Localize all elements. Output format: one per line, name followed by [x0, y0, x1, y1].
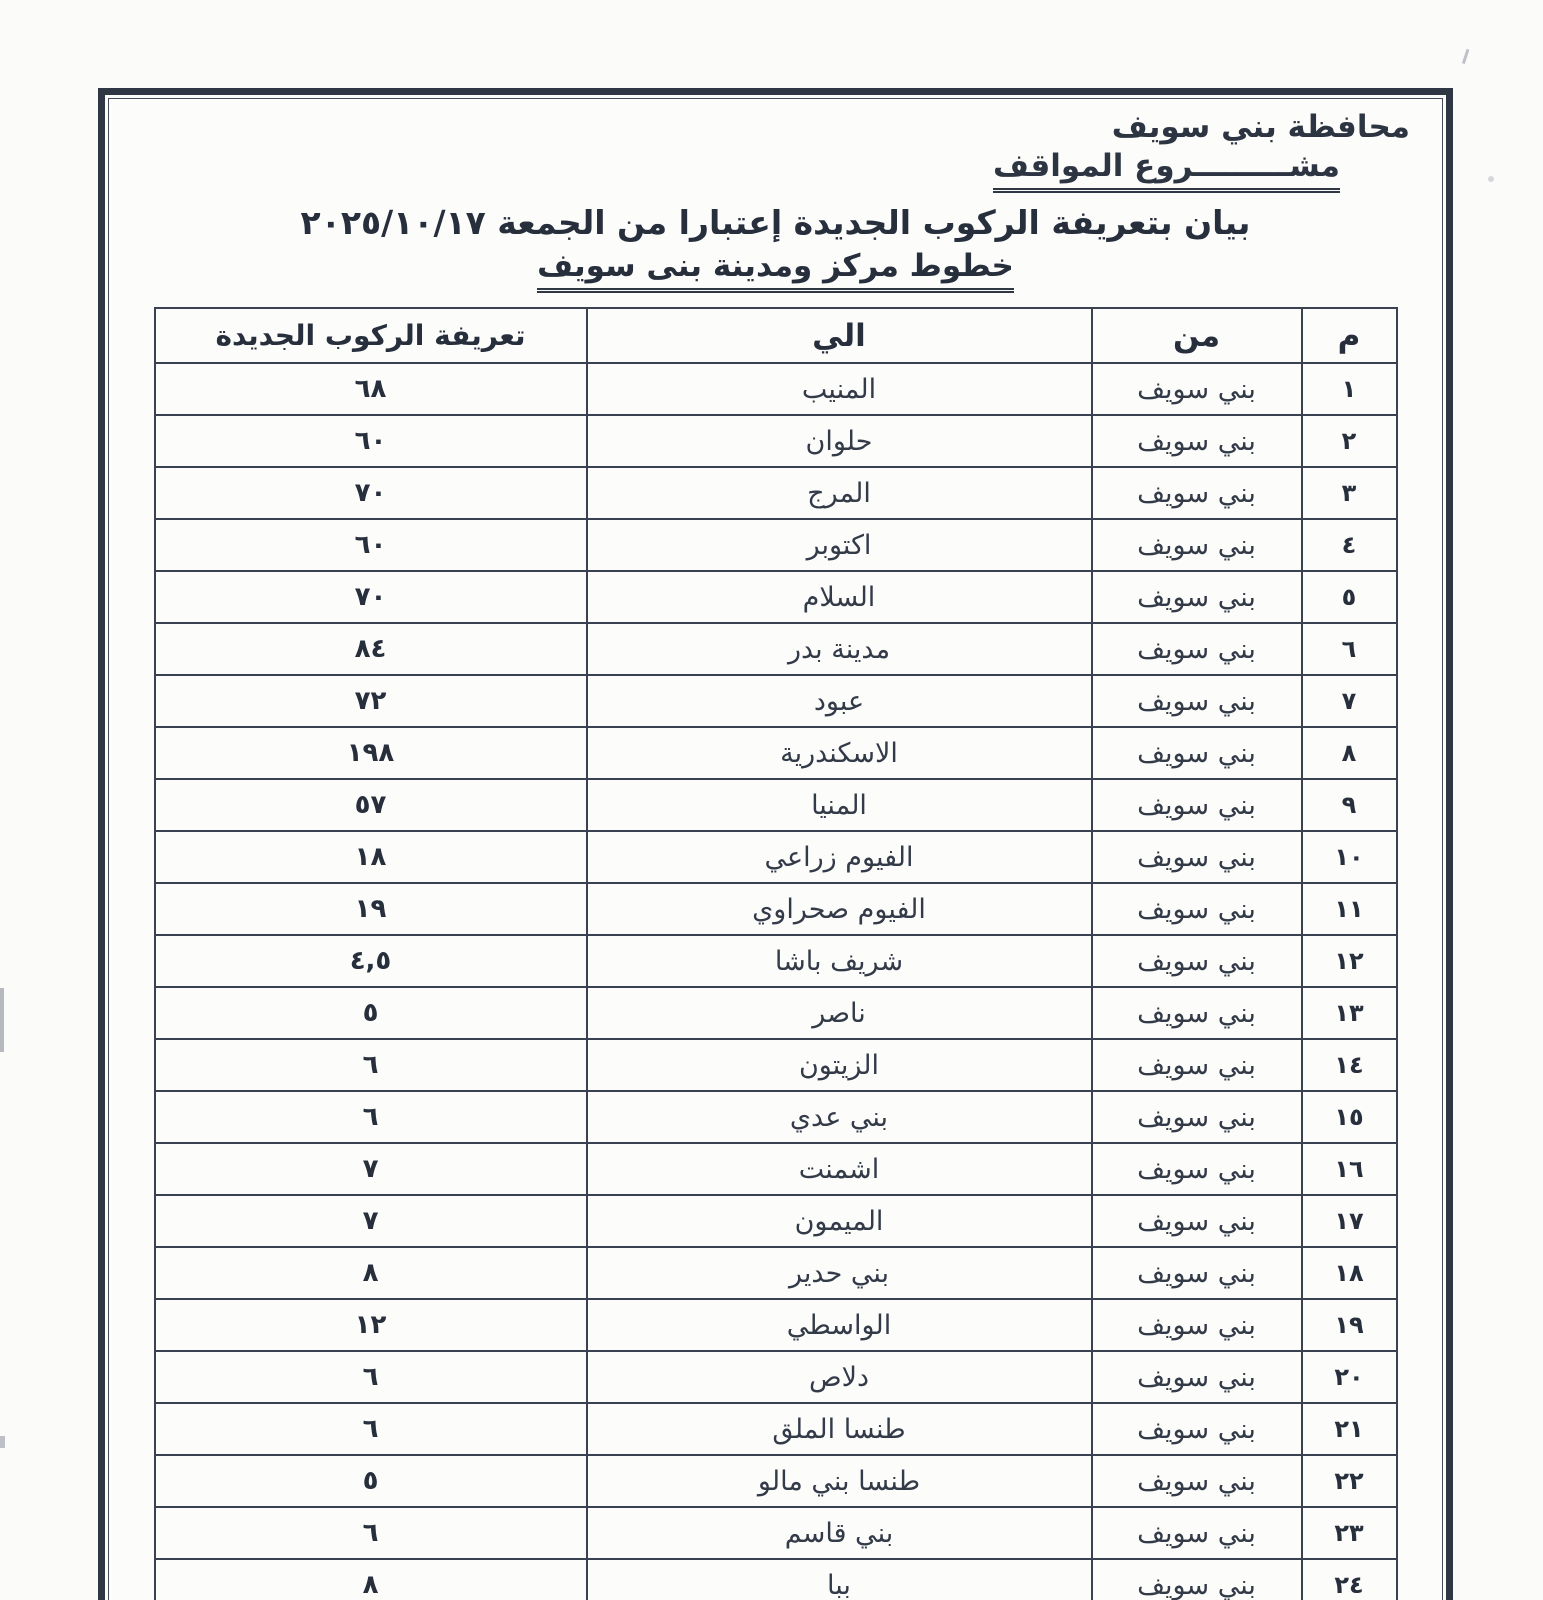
table-row	[155, 935, 1397, 987]
from-cell: بني سويف	[1092, 571, 1302, 623]
from-cell: بني سويف	[1092, 1507, 1302, 1559]
to-cell: الفيوم صحراوي	[587, 883, 1092, 935]
from-cell: بني سويف	[1092, 935, 1302, 987]
table-row	[155, 1351, 1397, 1403]
scan-artifact	[0, 1436, 5, 1448]
from-cell: بني سويف	[1092, 883, 1302, 935]
from-cell: بني سويف	[1092, 363, 1302, 415]
fare-cell: ٦٠	[155, 415, 587, 467]
fare-cell: ٥٧	[155, 779, 587, 831]
row-number-cell: ٢	[1302, 415, 1397, 467]
to-cell: عبود	[587, 675, 1092, 727]
fare-table-body	[155, 363, 1397, 1600]
from-cell: بني سويف	[1092, 1559, 1302, 1600]
row-number-cell: ٤	[1302, 519, 1397, 571]
table-row	[155, 727, 1397, 779]
fare-cell: ٧٠	[155, 571, 587, 623]
document-frame	[98, 88, 1453, 1600]
fare-cell: ٦	[155, 1039, 587, 1091]
to-cell: مدينة بدر	[587, 623, 1092, 675]
scan-artifact	[0, 988, 4, 1052]
from-cell: بني سويف	[1092, 727, 1302, 779]
table-row	[155, 675, 1397, 727]
to-cell: المنيا	[587, 779, 1092, 831]
table-row	[155, 1039, 1397, 1091]
fare-cell: ٦٠	[155, 519, 587, 571]
row-number-cell: ٢٣	[1302, 1507, 1397, 1559]
scan-artifact	[1488, 176, 1494, 182]
to-cell: طنسا بني مالو	[587, 1455, 1092, 1507]
to-cell: السلام	[587, 571, 1092, 623]
fare-cell: ٨	[155, 1559, 587, 1600]
table-row	[155, 1143, 1397, 1195]
table-header-row	[155, 308, 1397, 363]
row-number-cell: ١٨	[1302, 1247, 1397, 1299]
row-number-cell: ١٣	[1302, 987, 1397, 1039]
to-cell: طنسا الملق	[587, 1403, 1092, 1455]
to-cell: المرج	[587, 467, 1092, 519]
to-cell: بني قاسم	[587, 1507, 1092, 1559]
from-cell: بني سويف	[1092, 987, 1302, 1039]
row-number-cell: ١٠	[1302, 831, 1397, 883]
table-row	[155, 1195, 1397, 1247]
fare-cell: ٦٨	[155, 363, 587, 415]
table-row	[155, 1403, 1397, 1455]
fare-cell: ٦	[155, 1403, 587, 1455]
from-cell: بني سويف	[1092, 675, 1302, 727]
row-number-cell: ١٩	[1302, 1299, 1397, 1351]
from-cell: بني سويف	[1092, 1195, 1302, 1247]
fare-cell: ٥	[155, 1455, 587, 1507]
from-cell: بني سويف	[1092, 467, 1302, 519]
row-number-cell: ١٦	[1302, 1143, 1397, 1195]
fare-cell: ٦	[155, 1091, 587, 1143]
fare-cell: ١٩	[155, 883, 587, 935]
row-number-cell: ٥	[1302, 571, 1397, 623]
fare-cell: ٨٤	[155, 623, 587, 675]
row-number-cell: ٣	[1302, 467, 1397, 519]
to-cell: الزيتون	[587, 1039, 1092, 1091]
row-number-cell: ٢٠	[1302, 1351, 1397, 1403]
fare-cell: ٤,٥	[155, 935, 587, 987]
fare-cell: ٥	[155, 987, 587, 1039]
to-cell: دلاص	[587, 1351, 1092, 1403]
row-number-cell: ١٤	[1302, 1039, 1397, 1091]
to-cell: حلوان	[587, 415, 1092, 467]
statement-title: بيان بتعريفة الركوب الجديدة إعتبارا من الجمعة ٢٠٢٥/١٠/١٧	[300, 203, 1251, 242]
row-number-cell: ٧	[1302, 675, 1397, 727]
row-number-cell: ١١	[1302, 883, 1397, 935]
fare-cell: ٦	[155, 1507, 587, 1559]
to-cell: بني عدي	[587, 1091, 1092, 1143]
fare-cell: ٧	[155, 1195, 587, 1247]
to-cell: ببا	[587, 1559, 1092, 1600]
from-cell: بني سويف	[1092, 1351, 1302, 1403]
to-cell: اكتوبر	[587, 519, 1092, 571]
to-cell: الاسكندرية	[587, 727, 1092, 779]
row-number-cell: ٢٤	[1302, 1559, 1397, 1600]
row-number-cell: ٩	[1302, 779, 1397, 831]
fare-cell: ٦	[155, 1351, 587, 1403]
table-row	[155, 779, 1397, 831]
row-number-cell: ١٧	[1302, 1195, 1397, 1247]
to-cell: الواسطي	[587, 1299, 1092, 1351]
from-cell: بني سويف	[1092, 779, 1302, 831]
fare-table	[154, 307, 1398, 1600]
col-header-fare: تعريفة الركوب الجديدة	[155, 308, 587, 363]
table-row	[155, 415, 1397, 467]
row-number-cell: ٢٢	[1302, 1455, 1397, 1507]
document-content	[105, 95, 1446, 1600]
from-cell: بني سويف	[1092, 831, 1302, 883]
table-row	[155, 1299, 1397, 1351]
table-row	[155, 1091, 1397, 1143]
table-row	[155, 519, 1397, 571]
to-cell: اشمنت	[587, 1143, 1092, 1195]
table-row	[155, 623, 1397, 675]
from-cell: بني سويف	[1092, 1455, 1302, 1507]
from-cell: بني سويف	[1092, 1039, 1302, 1091]
to-cell: ناصر	[587, 987, 1092, 1039]
scan-artifact	[1462, 49, 1476, 66]
from-cell: بني سويف	[1092, 1403, 1302, 1455]
table-row	[155, 363, 1397, 415]
lines-subtitle: خطوط مركز ومدينة بنى سويف	[537, 247, 1014, 293]
table-row	[155, 1455, 1397, 1507]
col-header-from: من	[1092, 308, 1302, 363]
lines-subtitle-wrap	[105, 247, 1446, 293]
fare-cell: ٧٢	[155, 675, 587, 727]
from-cell: بني سويف	[1092, 519, 1302, 571]
from-cell: بني سويف	[1092, 1143, 1302, 1195]
to-cell: الفيوم زراعي	[587, 831, 1092, 883]
table-row	[155, 467, 1397, 519]
to-cell: الميمون	[587, 1195, 1092, 1247]
table-row	[155, 987, 1397, 1039]
row-number-cell: ٢١	[1302, 1403, 1397, 1455]
from-cell: بني سويف	[1092, 1299, 1302, 1351]
row-number-cell: ١	[1302, 363, 1397, 415]
row-number-cell: ٨	[1302, 727, 1397, 779]
from-cell: بني سويف	[1092, 1247, 1302, 1299]
table-row	[155, 1507, 1397, 1559]
table-row	[155, 1559, 1397, 1600]
fare-cell: ١٩٨	[155, 727, 587, 779]
col-header-to: الي	[587, 308, 1092, 363]
table-row	[155, 1247, 1397, 1299]
fare-cell: ١٢	[155, 1299, 587, 1351]
fare-cell: ٧	[155, 1143, 587, 1195]
from-cell: بني سويف	[1092, 623, 1302, 675]
table-row	[155, 571, 1397, 623]
fare-cell: ١٨	[155, 831, 587, 883]
from-cell: بني سويف	[1092, 1091, 1302, 1143]
to-cell: شريف باشا	[587, 935, 1092, 987]
to-cell: المنيب	[587, 363, 1092, 415]
to-cell: بني حدير	[587, 1247, 1092, 1299]
governorate-name: محافظة بني سويف	[1111, 109, 1410, 145]
col-header-number: م	[1302, 308, 1397, 363]
table-row	[155, 831, 1397, 883]
project-name: مشـــــــــروع المواقف	[993, 147, 1340, 193]
from-cell: بني سويف	[1092, 415, 1302, 467]
table-row	[155, 883, 1397, 935]
fare-cell: ٧٠	[155, 467, 587, 519]
fare-cell: ٨	[155, 1247, 587, 1299]
row-number-cell: ١٥	[1302, 1091, 1397, 1143]
project-name-wrap	[993, 147, 1340, 193]
row-number-cell: ١٢	[1302, 935, 1397, 987]
row-number-cell: ٦	[1302, 623, 1397, 675]
